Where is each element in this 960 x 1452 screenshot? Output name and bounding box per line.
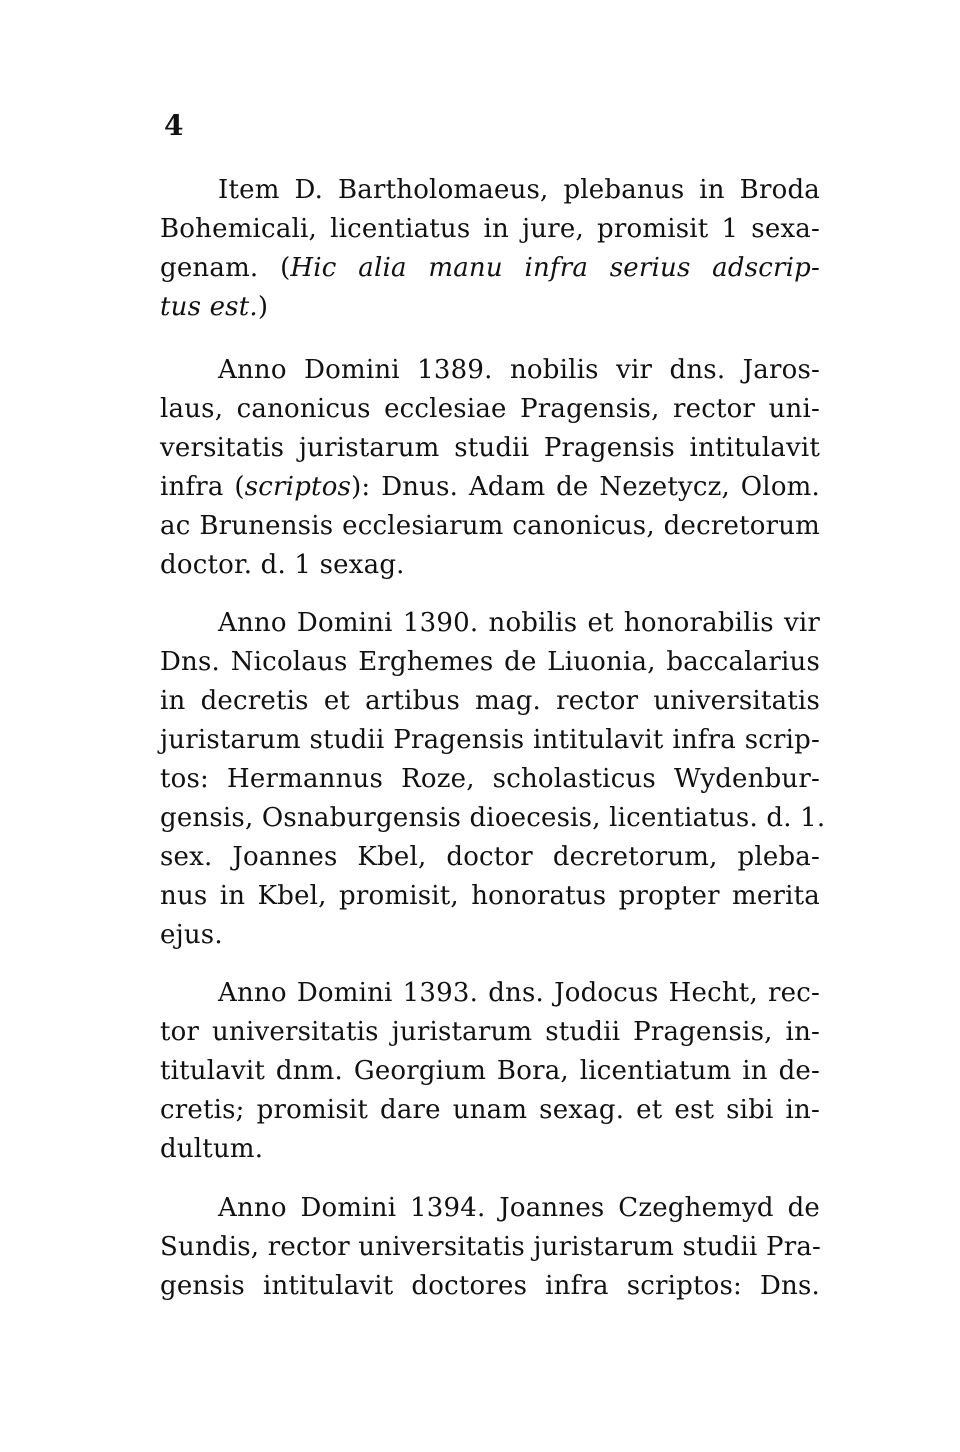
text-line: gensis intitulavit doctores infra scriptos: Dns. bbox=[160, 1271, 820, 1301]
text-segment: infra ( bbox=[160, 472, 245, 502]
text-line bbox=[160, 468, 820, 507]
paragraph-entry bbox=[160, 1189, 820, 1306]
italic-text: Hic alia manu infra serius adscrip- bbox=[290, 253, 820, 283]
text-line: cretis; promisit dare unam sexag. et est sibi in- bbox=[160, 1095, 820, 1125]
text-line: Item D. Bartholomaeus, plebanus in Broda bbox=[218, 175, 820, 205]
text-line: Dns. Nicolaus Erghemes de Liuonia, baccalarius bbox=[160, 647, 820, 677]
paragraph-entry bbox=[160, 604, 826, 955]
text-line: Sundis, rector universitatis juristarum studii Pra- bbox=[160, 1232, 822, 1262]
text-line: Anno Domini 1394. Joannes Czeghemyd de bbox=[218, 1193, 820, 1223]
paragraph-entry bbox=[160, 351, 820, 585]
text-line: tor universitatis juristarum studii Pragensis, in- bbox=[160, 1017, 820, 1047]
text-line bbox=[160, 288, 820, 327]
text-line: tos: Hermannus Roze, scholasticus Wydenbur- bbox=[160, 764, 820, 794]
text-segment: ): Dnus. Adam de Nezetycz, Olom. bbox=[351, 472, 820, 502]
text-line: laus, canonicus ecclesiae Pragensis, rector uni- bbox=[160, 394, 820, 424]
text-line: dultum. bbox=[160, 1134, 264, 1164]
text-line: doctor. d. 1 sexag. bbox=[160, 550, 405, 580]
italic-text: tus est. bbox=[160, 292, 258, 322]
text-line: versitatis juristarum studii Pragensis intitulavit bbox=[160, 433, 820, 463]
text-line: titulavit dnm. Georgium Bora, licentiatum in de- bbox=[160, 1056, 820, 1086]
paragraph-entry bbox=[160, 974, 820, 1169]
page-number: 4 bbox=[164, 109, 184, 142]
paragraph-entry bbox=[160, 171, 820, 327]
text-line bbox=[160, 249, 820, 288]
text-line: gensis, Osnaburgensis dioecesis, licentiatus. d. 1. bbox=[160, 803, 826, 833]
text-line: ac Brunensis ecclesiarum canonicus, decretorum bbox=[160, 511, 820, 541]
text-segment: genam. ( bbox=[160, 253, 291, 283]
text-line: Bohemicali, licentiatus in jure, promisit 1 sexa- bbox=[160, 214, 820, 244]
text-line: in decretis et artibus mag. rector universitatis bbox=[160, 686, 820, 716]
text-line: ejus. bbox=[160, 920, 223, 950]
italic-text: scriptos bbox=[244, 472, 352, 502]
text-line: nus in Kbel, promisit, honoratus propter merita bbox=[160, 881, 820, 911]
text-line: juristarum studii Pragensis intitulavit infra scrip- bbox=[160, 725, 820, 755]
text-segment: ) bbox=[257, 292, 269, 322]
text-line: sex. Joannes Kbel, doctor decretorum, pleba- bbox=[160, 842, 820, 872]
text-line: Anno Domini 1393. dns. Jodocus Hecht, rec- bbox=[218, 978, 820, 1008]
text-line: Anno Domini 1390. nobilis et honorabilis vir bbox=[218, 608, 820, 638]
text-line: Anno Domini 1389. nobilis vir dns. Jaros- bbox=[218, 355, 820, 385]
